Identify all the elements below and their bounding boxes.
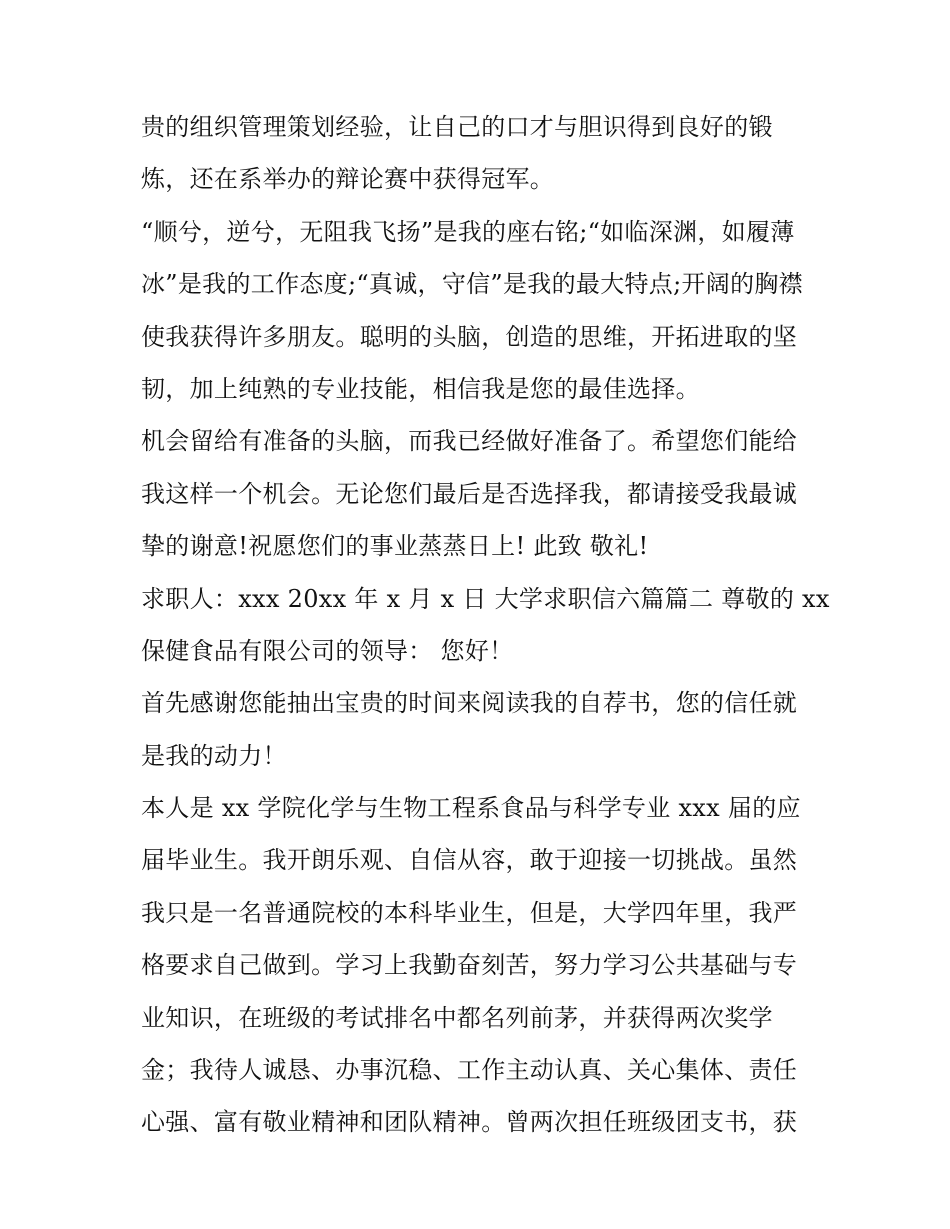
text-line: 求职人：xxx 20xx 年 x 月 x 日 大学求职信六篇篇二 尊敬的 xx xyxy=(141,584,830,613)
text-line: 格要求自己做到。学习上我勤奋刻苦，努力学习公共基础与专 xyxy=(141,951,798,980)
text-line: 届毕业生。我开朗乐观、自信从容，敢于迎接一切挑战。虽然 xyxy=(141,846,798,875)
text-line: 我这样一个机会。无论您们最后是否选择我，都请接受我最诚 xyxy=(141,479,798,508)
text-line: 保健食品有限公司的领导： 您好！ xyxy=(141,636,514,665)
text-line: 心强、富有敬业精神和团队精神。曾两次担任班级团支书，获 xyxy=(141,1108,798,1137)
text-line: 金；我待人诚恳、办事沉稳、工作主动认真、关心集体、责任 xyxy=(141,1056,798,1085)
text-line: 炼，还在系举办的辩论赛中获得冠军。 xyxy=(141,165,555,194)
text-line: 冰”是我的工作态度;“真诚，守信”是我的最大特点;开阔的胸襟 xyxy=(141,270,803,299)
text-line: 本人是 xx 学院化学与生物工程系食品与科学专业 xxx 届的应 xyxy=(141,794,801,823)
text-line: 是我的动力！ xyxy=(141,741,287,770)
text-line: 使我获得许多朋友。聪明的头脑，创造的思维，开拓进取的坚 xyxy=(141,322,798,351)
text-line: 业知识，在班级的考试排名中都名列前茅，并获得两次奖学 xyxy=(141,1003,773,1032)
document-body xyxy=(141,101,830,1149)
text-line: 韧，加上纯熟的专业技能，相信我是您的最佳选择。 xyxy=(141,374,700,403)
text-line: 贵的组织管理策划经验，让自己的口才与胆识得到良好的锻 xyxy=(141,113,773,141)
text-line: 机会留给有准备的头脑，而我已经做好准备了。希望您们能给 xyxy=(141,427,798,456)
text-line: 我只是一名普通院校的本科毕业生，但是，大学四年里，我严 xyxy=(141,898,798,927)
text-line: 首先感谢您能抽出宝贵的时间来阅读我的自荐书，您的信任就 xyxy=(141,689,798,718)
text-line: “顺兮，逆兮，无阻我飞扬”是我的座右铭;“如临深渊，如履薄 xyxy=(141,217,795,246)
text-line: 挚的谢意!祝愿您们的事业蒸蒸日上! 此致 敬礼! xyxy=(141,532,649,561)
